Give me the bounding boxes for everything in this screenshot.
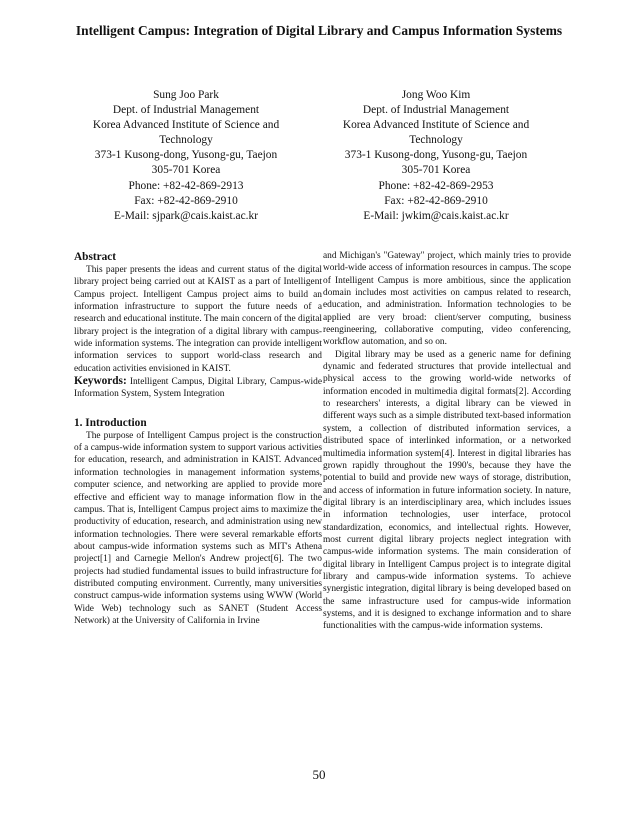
abstract-text: This paper presents the ideas and current status of the digital library project being carried out at KAIST as a part of Intelligent Campus project. Intelligent Campus project aims to build an information infrastructure to support the future needs of a research and educational institute. The main concern of the digital library project is the integration of a digital library with campus-wide information systems. The integration can provide intelligent information services to support world-class research and education activities envisioned in KAIST. — [74, 265, 322, 374]
author-institute: Korea Advanced Institute of Science and — [92, 119, 280, 132]
right-column — [323, 250, 571, 633]
page-number: 50 — [312, 767, 326, 782]
author-email: E-Mail: sjpark@cais.kaist.ac.kr — [114, 209, 258, 222]
keywords-label: Keywords: — [74, 375, 127, 388]
author-email: E-Mail: jwkim@cais.kaist.ac.kr — [363, 209, 509, 222]
author-name: Jong Woo Kim — [401, 89, 471, 101]
author-address-cont: 305-701 Korea — [401, 164, 471, 177]
keywords-text: Intelligent Campus, Digital Library, Campus-wide Information System, System Integration — [74, 377, 322, 400]
author-fax: Fax: +82-42-869-2910 — [384, 194, 488, 207]
author-address: 373-1 Kusong-dong, Yusong-gu, Taejon — [94, 149, 278, 162]
author-address: 373-1 Kusong-dong, Yusong-gu, Taejon — [344, 149, 528, 162]
keywords-line — [74, 375, 322, 401]
author-name: Sung Joo Park — [153, 89, 219, 101]
left-column — [74, 250, 322, 627]
author-institute: Korea Advanced Institute of Science and — [342, 119, 530, 132]
paper-title: Intelligent Campus: Integration of Digital Library and Campus Information Systems — [75, 23, 563, 38]
author-dept: Dept. of Industrial Management — [112, 104, 260, 117]
author-block-park — [68, 88, 304, 224]
author-phone: Phone: +82-42-869-2913 — [128, 179, 244, 192]
author-fax: Fax: +82-42-869-2910 — [134, 194, 238, 207]
author-institute-cont: Technology — [409, 134, 463, 147]
author-block-kim — [318, 88, 554, 224]
author-phone: Phone: +82-42-869-2953 — [378, 179, 494, 192]
introduction-paragraph: The purpose of Intelligent Campus project is the construction of a campus-wide information system to support various activities for education, research, and administration in KAIST. Advanced information technologies in management information systems, computer science, and networking are applied to provide more effective and efficient way to manage information flow in the campus. That is, Intelligent Campus project aims to maximize the productivity of education, research, and administration using new information technologies. There were several remarkable efforts about campus-wide information systems such as MIT's Athena project[1] and Carnegie Mellon's Andrew project[6]. The two projects had studied fundamental issues to build infrastructure for distributed computing environment. Currently, many universities construct campus-wide information systems using WWW (World Wide Web) technology such as SANET (Student Access Network) at the University of California in Irvine — [74, 430, 322, 626]
author-institute-cont: Technology — [159, 134, 213, 147]
introduction-paragraph-cont: and Michigan's "Gateway" project, which mainly tries to provide world-wide access of information resources in campus. The scope of Intelligent Campus is more ambitious, since the application domain includes most activities on campus related to research, education, and administration. Information technologies to be applied are very broad: client/server computing, business reengineering, collaborative computing, video conferencing, workflow automation, and so on. — [323, 251, 571, 348]
abstract-heading: Abstract — [74, 251, 117, 263]
introduction-heading: 1. Introduction — [74, 416, 147, 429]
author-dept: Dept. of Industrial Management — [362, 104, 510, 117]
author-address-cont: 305-701 Korea — [151, 164, 221, 177]
digital-library-paragraph: Digital library may be used as a generic name for defining dynamic and federated structures that provide intellectual and physical access to the growing world-wide networks of information encoded in multimedia digital formats[2]. According to researchers' interests, a digital library can be viewed in different ways such as a simple distributed text-based information system, a collection of distributed information services, a distributed space of interlinked information, or a networked multimedia information system[4]. Interest in digital libraries has grown rapidly throughout the 1990's, because they have the potential to build and provide new ways of storage, distribution, and access of information in future information society. In nature, digital library is an interdisciplinary area, which includes issues in information technologies, user interface, protocol standardization, economics, and intellectual rights. However, most current digital library projects neglect integration with campus-wide information systems. The main consideration of digital library in Intelligent Campus project is to integrate digital library and campus-wide information systems. To achieve synergistic integration, digital library is being developed based on the same infrastructure used for campus-wide information systems, and it is designed to exchange information and to share functionalities with the campus-wide information systems. — [323, 349, 571, 632]
